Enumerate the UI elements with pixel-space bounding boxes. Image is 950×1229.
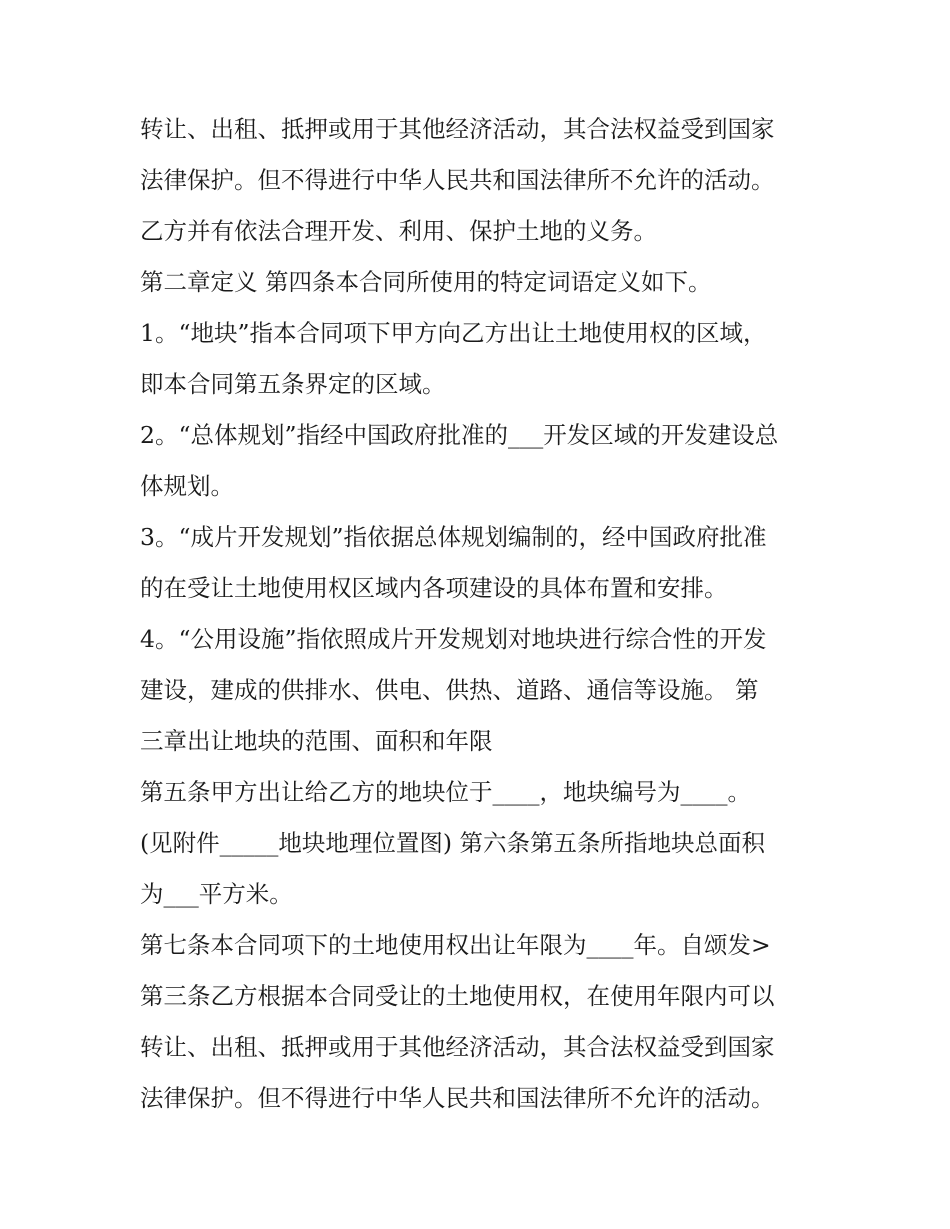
text-line-13: 三章出让地块的范围、面积和年限 (140, 727, 493, 755)
text-line-7: 2。“总体规划”指经中国政府批准的___开发区域的开发建设总 (140, 421, 779, 449)
text-line-8: 体规划。 (140, 472, 234, 500)
text-line-17: 第七条本合同项下的土地使用权出让年限为____年。自颂发> (140, 931, 771, 959)
text-line-4: 第二章定义 第四条本合同所使用的特定词语定义如下。 (140, 268, 712, 296)
text-line-15: (见附件_____地块地理位置图) 第六条第五条所指地块总面积 (140, 829, 766, 857)
text-line-11: 4。“公用设施”指依照成片开发规划对地块进行综合性的开发 (140, 625, 767, 653)
text-line-1: 转让、出租、抵押或用于其他经济活动，其合法权益受到国家 (140, 115, 775, 143)
text-line-10: 的在受让土地使用权区域内各项建设的具体布置和安排。 (140, 574, 728, 602)
text-line-18: 第三条乙方根据本合同受让的土地使用权，在使用年限内可以 (140, 982, 775, 1010)
text-line-5: 1。“地块”指本合同项下甲方向乙方出让土地使用权的区域， (140, 319, 767, 347)
text-line-20: 法律保护。但不得进行中华人民共和国法律所不允许的活动。 (140, 1084, 775, 1112)
text-line-3: 乙方并有依法合理开发、利用、保护土地的义务。 (140, 217, 657, 245)
text-line-9: 3。“成片开发规划”指依据总体规划编制的，经中国政府批准 (140, 523, 767, 551)
text-line-12: 建设，建成的供排水、供电、供热、道路、通信等设施。 第 (140, 676, 759, 704)
text-line-2: 法律保护。但不得进行中华人民共和国法律所不允许的活动。 (140, 166, 775, 194)
text-line-19: 转让、出租、抵押或用于其他经济活动，其合法权益受到国家 (140, 1033, 775, 1061)
contract-text (140, 104, 820, 1124)
text-line-16: 为___平方米。 (140, 880, 293, 908)
text-line-6: 即本合同第五条界定的区域。 (140, 370, 446, 398)
text-line-14: 第五条甲方出让给乙方的地块位于____，地块编号为____。 (140, 778, 751, 806)
